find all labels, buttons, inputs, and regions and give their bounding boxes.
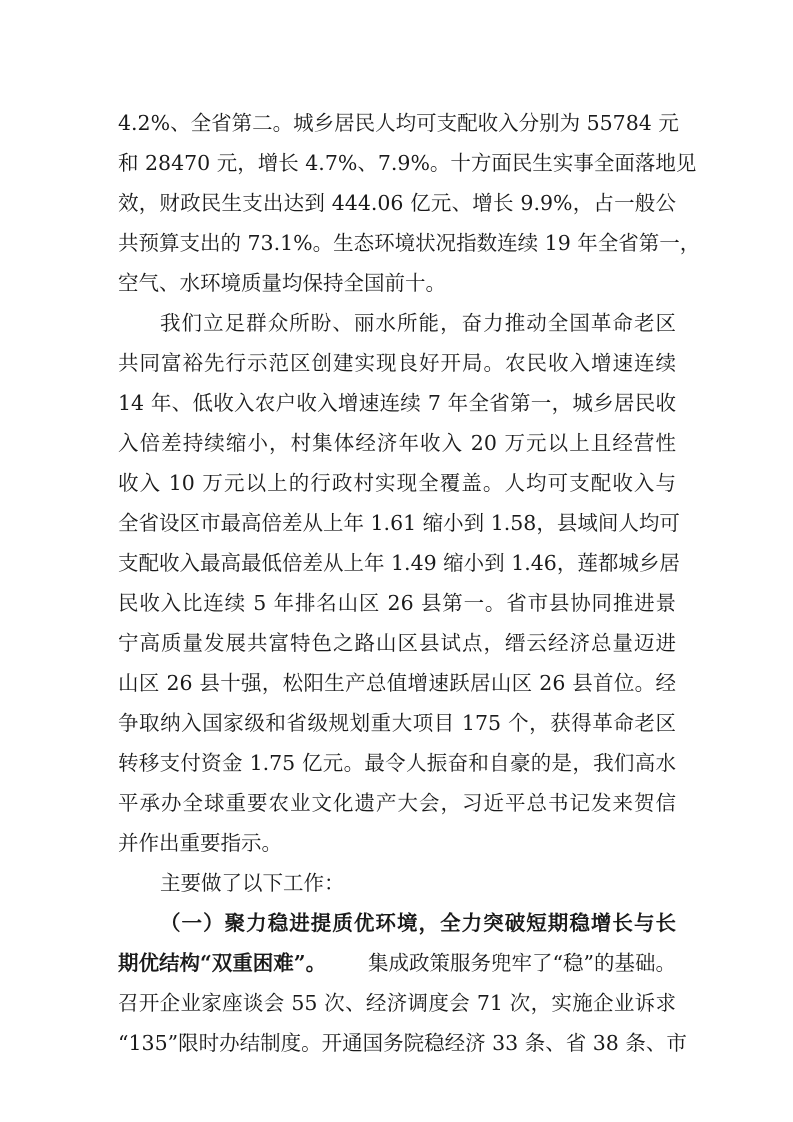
section-heading: （一）聚力稳进提质优环境，全力突破短期稳增长与长 <box>160 911 676 935</box>
text-line: 并作出重要指示。 <box>118 831 282 855</box>
section-heading-tail: 期优结构“双重困难”。 <box>118 951 327 975</box>
text-line: 召开企业家座谈会 55 次、经济调度会 71 次，实施企业诉求 <box>118 991 676 1015</box>
document-page <box>118 103 701 1063</box>
text-line: 收入 10 万元以上的行政村实现全覆盖。人均可支配收入与 <box>118 471 676 495</box>
section-heading-continued <box>118 943 676 983</box>
text-line: 集成政策服务兜牢了“稳”的基础。 <box>368 951 676 975</box>
text-line: 转移支付资金 1.75 亿元。最令人振奋和自豪的是，我们高水 <box>118 751 676 775</box>
paragraph-first-line: 我们立足群众所盼、丽水所能，奋力推动全国革命老区 <box>160 311 676 335</box>
text-line: 支配收入最高最低倍差从上年 1.49 缩小到 1.46，莲都城乡居 <box>118 551 680 575</box>
text-line: 效，财政民生支出达到 444.06 亿元、增长 9.9%，占一般公 <box>118 191 676 215</box>
text-line: 平承办全球重要农业文化遗产大会，习近平总书记发来贺信 <box>118 791 676 815</box>
text-line: 争取纳入国家级和省级规划重大项目 175 个，获得革命老区 <box>118 711 676 735</box>
text-line: 全省设区市最高倍差从上年 1.61 缩小到 1.58，县域间人均可 <box>118 511 680 535</box>
text-line: 宁高质量发展共富特色之路山区县试点，缙云经济总量迈进 <box>118 631 676 655</box>
text-line: 和 28470 元，增长 4.7%、7.9%。十方面民生实事全面落地见 <box>118 151 697 175</box>
text-line: 空气、水环境质量均保持全国前十。 <box>118 271 446 295</box>
text-line: 共同富裕先行示范区创建实现良好开局。农民收入增速连续 <box>118 351 676 375</box>
text-line: 山区 26 县十强，松阳生产总值增速跃居山区 26 县首位。经 <box>118 671 676 695</box>
text-line: 民收入比连续 5 年排名山区 26 县第一。省市县协同推进景 <box>118 591 676 615</box>
text-line: “135”限时办结制度。开通国务院稳经济 33 条、省 38 条、市 <box>118 1031 687 1055</box>
text-line: 4.2%、全省第二。城乡居民人均可支配收入分别为 55784 元 <box>118 111 679 135</box>
text-line: 入倍差持续缩小，村集体经济年收入 20 万元以上且经营性 <box>118 431 676 455</box>
text-line: 14 年、低收入农户收入增速连续 7 年全省第一，城乡居民收 <box>118 391 676 415</box>
paragraph-first-line: 主要做了以下工作： <box>160 871 345 895</box>
text-line: 共预算支出的 73.1%。生态环境状况指数连续 19 年全省第一， <box>118 231 701 255</box>
